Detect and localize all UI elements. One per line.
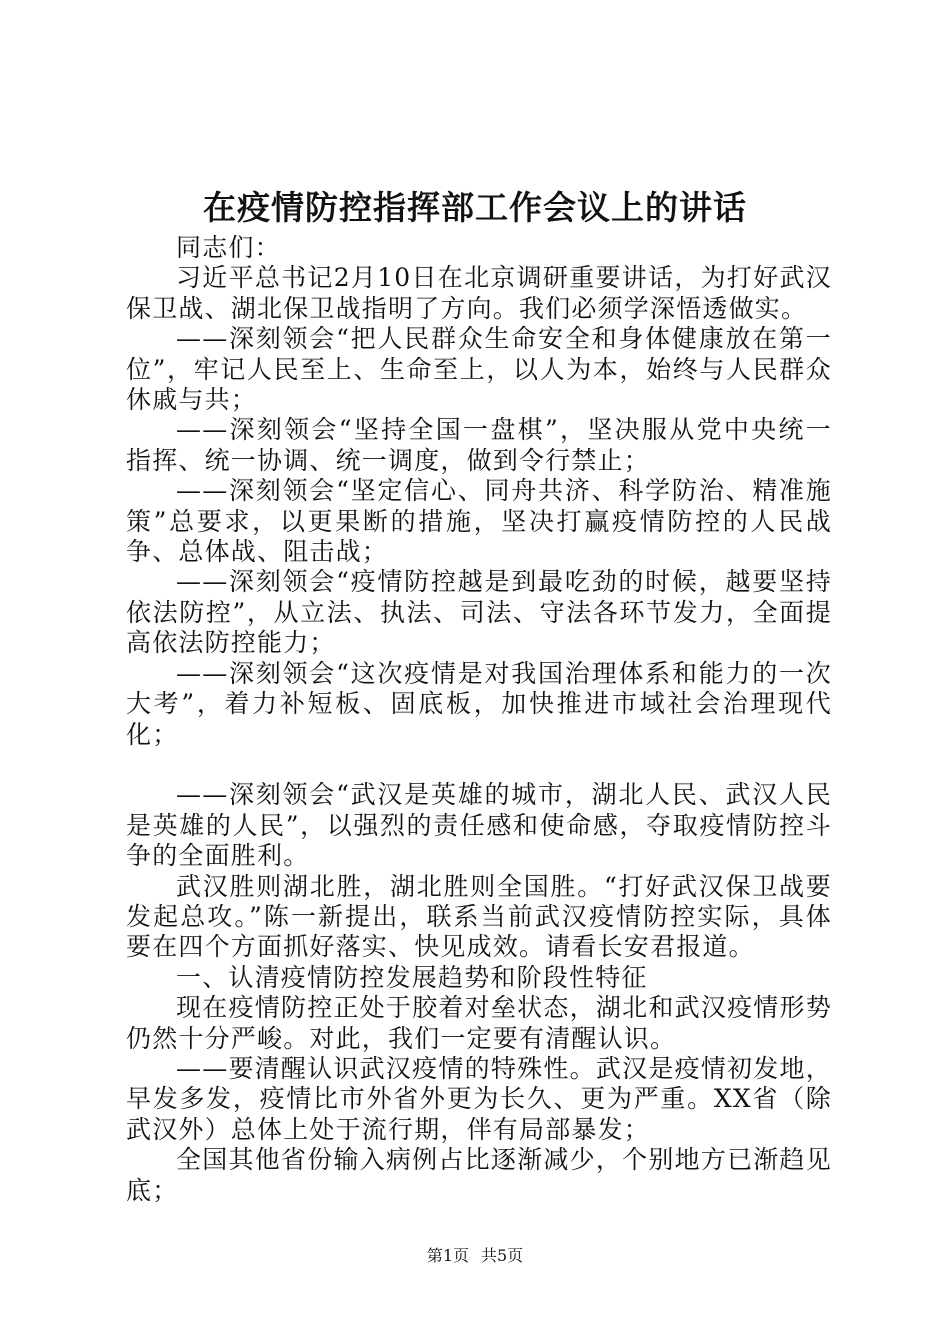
body-paragraph: ——深刻领会“坚定信心、同舟共济、科学防治、精准施策”总要求，以更果断的措施，坚决打赢疫情防控的人民战争、总体战、阻击战；	[126, 476, 832, 567]
section-heading: 一、认清疫情防控发展趋势和阶段性特征	[176, 962, 648, 992]
body-paragraph: 现在疫情防控正处于胶着对垒状态，湖北和武汉疫情形势仍然十分严峻。对此，我们一定要有清醒认识。	[126, 993, 832, 1053]
page-total: 共5页	[481, 1246, 524, 1265]
body-paragraph: 习近平总书记2月10日在北京调研重要讲话，为打好武汉保卫战、湖北保卫战指明了方向。我们必须学深悟透做实。	[126, 263, 832, 323]
body-paragraph: ——深刻领会“坚持全国一盘棋”，坚决服从党中央统一指挥、统一协调、统一调度，做到令行禁止；	[126, 415, 832, 475]
body-paragraph: ——要清醒认识武汉疫情的特殊性。武汉是疫情初发地，早发多发，疫情比市外省外更为长久、更为严重。XX省（除武汉外）总体上处于流行期，伴有局部暴发；	[126, 1053, 832, 1144]
body-paragraph: ——深刻领会“疫情防控越是到最吃劲的时候，越要坚持依法防控”，从立法、执法、司法、守法各环节发力，全面提高依法防控能力；	[126, 567, 832, 658]
document-title: 在疫情防控指挥部工作会议上的讲话	[203, 188, 747, 227]
salutation-paragraph: 同志们：	[176, 233, 281, 262]
body-paragraph: ——深刻领会“武汉是英雄的城市，湖北人民、武汉人民是英雄的人民”，以强烈的责任感和使命感，夺取疫情防控斗争的全面胜利。	[126, 780, 832, 871]
body-paragraph: 武汉胜则湖北胜，湖北胜则全国胜。“打好武汉保卫战要发起总攻。”陈一新提出，联系当前武汉疫情防控实际，具体要在四个方面抓好落实、快见成效。请看长安君报道。	[126, 871, 832, 962]
body-paragraph: ——深刻领会“把人民群众生命安全和身体健康放在第一位”，牢记人民至上、生命至上，以人为本，始终与人民群众休戚与共；	[126, 324, 832, 415]
body-paragraph: 全国其他省份输入病例占比逐渐减少，个别地方已渐趋见底；	[126, 1145, 832, 1205]
page-footer	[0, 1245, 950, 1267]
blank-line	[126, 750, 832, 780]
document-body	[126, 233, 832, 1206]
page-number: 第1页	[426, 1246, 469, 1265]
body-paragraph: ——深刻领会“这次疫情是对我国治理体系和能力的一次大考”，着力补短板、固底板，加快推进市域社会治理现代化；	[126, 658, 832, 749]
